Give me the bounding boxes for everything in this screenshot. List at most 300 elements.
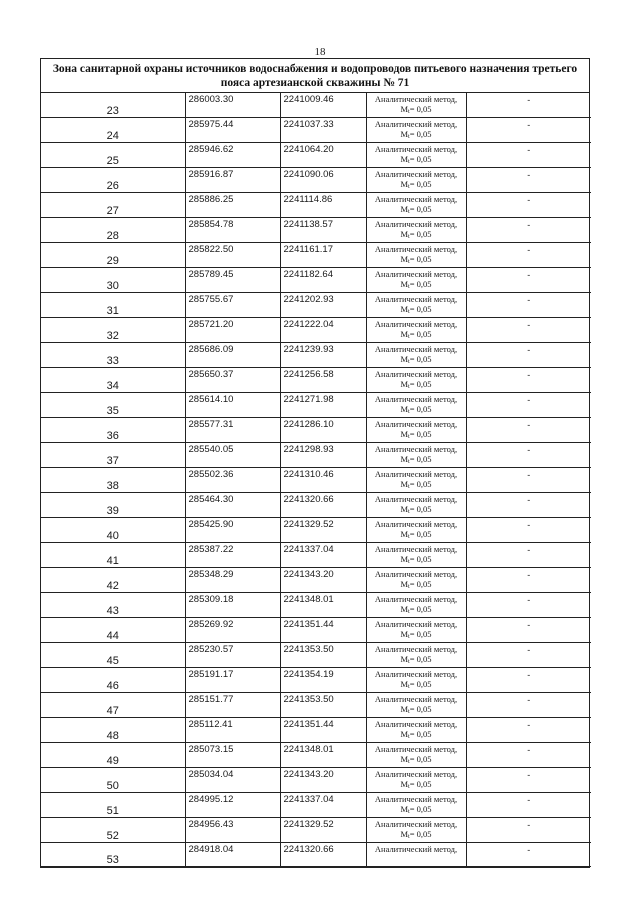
precision-value: = 0,05 xyxy=(409,104,432,114)
precision-value: = 0,05 xyxy=(409,729,432,739)
error-cell: - xyxy=(466,643,591,668)
precision-prefix: M xyxy=(400,354,409,364)
y-coordinate-cell: 2241090.06 xyxy=(280,168,366,193)
table-row xyxy=(41,768,591,793)
x-coordinate-cell: 285309.18 xyxy=(185,593,280,618)
method-cell xyxy=(366,518,466,543)
precision-subscript: t xyxy=(408,534,410,540)
method-label: Аналитический метод, xyxy=(374,819,458,829)
method-label: Аналитический метод, xyxy=(374,744,458,754)
y-coordinate-cell: 2241329.52 xyxy=(280,518,366,543)
y-coordinate-cell: 2241286.10 xyxy=(280,418,366,443)
precision-label xyxy=(367,104,466,117)
y-coordinate-cell: 2241348.01 xyxy=(280,593,366,618)
precision-prefix: M xyxy=(400,704,409,714)
method-label: Аналитический метод, xyxy=(374,569,458,579)
table-row xyxy=(41,243,591,268)
error-cell: - xyxy=(466,143,591,168)
method-cell xyxy=(366,243,466,268)
precision-value: = 0,05 xyxy=(409,654,432,664)
precision-subscript: t xyxy=(408,609,410,615)
precision-label xyxy=(367,804,466,817)
point-number-cell: 24 xyxy=(41,118,185,143)
point-number-cell: 29 xyxy=(41,243,185,268)
precision-subscript: t xyxy=(408,134,410,140)
x-coordinate-cell: 285916.87 xyxy=(185,168,280,193)
error-cell: - xyxy=(466,468,591,493)
precision-prefix: M xyxy=(400,304,409,314)
point-number-cell: 30 xyxy=(41,268,185,293)
error-cell: - xyxy=(466,168,591,193)
precision-subscript: t xyxy=(408,434,410,440)
y-coordinate-cell: 2241161.17 xyxy=(280,243,366,268)
precision-value: = 0,05 xyxy=(409,404,432,414)
method-cell xyxy=(366,118,466,143)
precision-value: = 0,05 xyxy=(409,154,432,164)
table-row xyxy=(41,568,591,593)
method-label: Аналитический метод, xyxy=(374,144,458,154)
x-coordinate-cell: 285191.17 xyxy=(185,668,280,693)
precision-prefix: M xyxy=(400,554,409,564)
method-label: Аналитический метод, xyxy=(374,594,458,604)
error-cell: - xyxy=(466,743,591,768)
method-label: Аналитический метод, xyxy=(374,719,458,729)
precision-label xyxy=(367,554,466,567)
precision-prefix: M xyxy=(400,779,409,789)
table-row xyxy=(41,368,591,393)
precision-subscript: t xyxy=(408,659,410,665)
table-row xyxy=(41,693,591,718)
precision-prefix: M xyxy=(400,229,409,239)
x-coordinate-cell: 285886.25 xyxy=(185,193,280,218)
precision-prefix: M xyxy=(400,129,409,139)
precision-label xyxy=(367,579,466,592)
y-coordinate-cell: 2241310.46 xyxy=(280,468,366,493)
method-label: Аналитический метод, xyxy=(374,644,458,654)
precision-subscript: t xyxy=(408,109,410,115)
precision-subscript: t xyxy=(408,409,410,415)
point-number-cell: 50 xyxy=(41,768,185,793)
precision-subscript: t xyxy=(408,334,410,340)
x-coordinate-cell: 284918.04 xyxy=(185,843,280,867)
error-cell: - xyxy=(466,368,591,393)
precision-label xyxy=(367,254,466,267)
point-number-cell: 47 xyxy=(41,693,185,718)
method-cell xyxy=(366,843,466,867)
precision-prefix: M xyxy=(400,679,409,689)
precision-prefix: M xyxy=(400,629,409,639)
precision-label xyxy=(367,329,466,342)
method-label: Аналитический метод, xyxy=(374,519,458,529)
y-coordinate-cell: 2241354.19 xyxy=(280,668,366,693)
method-label: Аналитический метод, xyxy=(374,119,458,129)
x-coordinate-cell: 285614.10 xyxy=(185,393,280,418)
point-number-cell: 41 xyxy=(41,543,185,568)
y-coordinate-cell: 2241337.04 xyxy=(280,543,366,568)
precision-label xyxy=(367,454,466,467)
error-cell: - xyxy=(466,443,591,468)
precision-value: = 0,05 xyxy=(409,829,432,839)
table-row xyxy=(41,168,591,193)
method-label: Аналитический метод, xyxy=(374,394,458,404)
method-label: Аналитический метод, xyxy=(374,494,458,504)
table-row xyxy=(41,793,591,818)
precision-subscript: t xyxy=(408,809,410,815)
error-cell: - xyxy=(466,418,591,443)
point-number-cell: 28 xyxy=(41,218,185,243)
y-coordinate-cell: 2241343.20 xyxy=(280,768,366,793)
method-label: Аналитический метод, xyxy=(374,444,458,454)
precision-label xyxy=(367,404,466,417)
x-coordinate-cell: 286003.30 xyxy=(185,93,280,118)
precision-prefix: M xyxy=(400,204,409,214)
error-cell: - xyxy=(466,518,591,543)
error-cell: - xyxy=(466,718,591,743)
table-row xyxy=(41,818,591,843)
precision-label xyxy=(367,654,466,667)
method-cell xyxy=(366,818,466,843)
point-number-cell: 45 xyxy=(41,643,185,668)
precision-label xyxy=(367,204,466,217)
precision-subscript: t xyxy=(408,484,410,490)
table-row xyxy=(41,218,591,243)
precision-prefix: M xyxy=(400,404,409,414)
precision-label xyxy=(367,479,466,492)
precision-value: = 0,05 xyxy=(409,354,432,364)
method-cell xyxy=(366,218,466,243)
table-row xyxy=(41,718,591,743)
precision-prefix: M xyxy=(400,754,409,764)
point-number-cell: 39 xyxy=(41,493,185,518)
method-cell xyxy=(366,793,466,818)
precision-subscript: t xyxy=(408,309,410,315)
table-row xyxy=(41,418,591,443)
error-cell: - xyxy=(466,318,591,343)
coordinates-table xyxy=(41,93,591,867)
coordinates-table-body xyxy=(41,93,591,866)
x-coordinate-cell: 285822.50 xyxy=(185,243,280,268)
error-cell: - xyxy=(466,768,591,793)
precision-subscript: t xyxy=(408,459,410,465)
precision-value: = 0,05 xyxy=(409,804,432,814)
y-coordinate-cell: 2241351.44 xyxy=(280,718,366,743)
precision-subscript: t xyxy=(408,234,410,240)
method-cell xyxy=(366,443,466,468)
precision-subscript: t xyxy=(408,559,410,565)
x-coordinate-cell: 284956.43 xyxy=(185,818,280,843)
page-number: 18 xyxy=(314,46,326,58)
point-number-cell: 37 xyxy=(41,443,185,468)
precision-label xyxy=(367,529,466,542)
point-number-cell: 40 xyxy=(41,518,185,543)
point-number-cell: 48 xyxy=(41,718,185,743)
point-number-cell: 49 xyxy=(41,743,185,768)
x-coordinate-cell: 284995.12 xyxy=(185,793,280,818)
y-coordinate-cell: 2241114.86 xyxy=(280,193,366,218)
precision-value: = 0,05 xyxy=(409,479,432,489)
precision-subscript: t xyxy=(408,259,410,265)
precision-value: = 0,05 xyxy=(409,554,432,564)
precision-label xyxy=(367,154,466,167)
precision-label xyxy=(367,379,466,392)
method-cell xyxy=(366,93,466,118)
y-coordinate-cell: 2241037.33 xyxy=(280,118,366,143)
y-coordinate-cell: 2241182.64 xyxy=(280,268,366,293)
table-row xyxy=(41,743,591,768)
precision-subscript: t xyxy=(408,184,410,190)
method-label: Аналитический метод, xyxy=(374,669,458,679)
precision-subscript: t xyxy=(408,159,410,165)
method-label: Аналитический метод, xyxy=(374,794,458,804)
error-cell: - xyxy=(466,393,591,418)
x-coordinate-cell: 285975.44 xyxy=(185,118,280,143)
table-row xyxy=(41,518,591,543)
y-coordinate-cell: 2241348.01 xyxy=(280,743,366,768)
method-label: Аналитический метод, xyxy=(374,544,458,554)
method-cell xyxy=(366,618,466,643)
point-number-cell: 27 xyxy=(41,193,185,218)
table-row xyxy=(41,193,591,218)
x-coordinate-cell: 285502.36 xyxy=(185,468,280,493)
error-cell: - xyxy=(466,118,591,143)
precision-prefix: M xyxy=(400,604,409,614)
precision-value: = 0,05 xyxy=(409,379,432,389)
precision-label xyxy=(367,754,466,767)
table-row xyxy=(41,843,591,867)
table-row xyxy=(41,468,591,493)
coordinates-sheet xyxy=(40,58,590,868)
method-cell xyxy=(366,368,466,393)
precision-value: = 0,05 xyxy=(409,204,432,214)
precision-label xyxy=(367,354,466,367)
error-cell: - xyxy=(466,693,591,718)
method-cell xyxy=(366,693,466,718)
precision-value: = 0,05 xyxy=(409,429,432,439)
method-cell xyxy=(366,193,466,218)
method-label: Аналитический метод, xyxy=(374,219,458,229)
error-cell: - xyxy=(466,193,591,218)
precision-subscript: t xyxy=(408,759,410,765)
x-coordinate-cell: 285946.62 xyxy=(185,143,280,168)
method-cell xyxy=(366,743,466,768)
precision-prefix: M xyxy=(400,579,409,589)
precision-prefix: M xyxy=(400,829,409,839)
precision-prefix: M xyxy=(400,454,409,464)
precision-prefix: M xyxy=(400,254,409,264)
error-cell: - xyxy=(466,818,591,843)
precision-label xyxy=(367,179,466,192)
point-number-cell: 33 xyxy=(41,343,185,368)
precision-prefix: M xyxy=(400,729,409,739)
precision-subscript: t xyxy=(408,684,410,690)
x-coordinate-cell: 285387.22 xyxy=(185,543,280,568)
precision-prefix: M xyxy=(400,654,409,664)
error-cell: - xyxy=(466,618,591,643)
precision-subscript: t xyxy=(408,634,410,640)
precision-value: = 0,05 xyxy=(409,329,432,339)
precision-prefix: M xyxy=(400,279,409,289)
precision-value: = 0,05 xyxy=(409,129,432,139)
error-cell: - xyxy=(466,218,591,243)
x-coordinate-cell: 285650.37 xyxy=(185,368,280,393)
x-coordinate-cell: 285721.20 xyxy=(185,318,280,343)
point-number-cell: 42 xyxy=(41,568,185,593)
precision-prefix: M xyxy=(400,479,409,489)
table-row xyxy=(41,318,591,343)
method-cell xyxy=(366,543,466,568)
method-cell xyxy=(366,468,466,493)
precision-value: = 0,05 xyxy=(409,254,432,264)
precision-prefix: M xyxy=(400,154,409,164)
error-cell: - xyxy=(466,493,591,518)
y-coordinate-cell: 2241298.93 xyxy=(280,443,366,468)
point-number-cell: 51 xyxy=(41,793,185,818)
y-coordinate-cell: 2241329.52 xyxy=(280,818,366,843)
page-title: Зона санитарной охраны источников водоснабжения и водопроводов питьевого назначения третьего пояса артезианской скважины № 71 xyxy=(41,59,589,93)
method-label: Аналитический метод, xyxy=(374,419,458,429)
precision-value: = 0,05 xyxy=(409,754,432,764)
precision-value: = 0,05 xyxy=(409,454,432,464)
error-cell: - xyxy=(466,543,591,568)
y-coordinate-cell: 2241009.46 xyxy=(280,93,366,118)
table-row xyxy=(41,118,591,143)
precision-prefix: M xyxy=(400,529,409,539)
precision-prefix: M xyxy=(400,379,409,389)
precision-subscript: t xyxy=(408,359,410,365)
precision-label xyxy=(367,829,466,842)
y-coordinate-cell: 2241202.93 xyxy=(280,293,366,318)
x-coordinate-cell: 285230.57 xyxy=(185,643,280,668)
x-coordinate-cell: 285789.45 xyxy=(185,268,280,293)
point-number-cell: 25 xyxy=(41,143,185,168)
error-cell: - xyxy=(466,343,591,368)
point-number-cell: 43 xyxy=(41,593,185,618)
precision-label xyxy=(367,629,466,642)
precision-value: = 0,05 xyxy=(409,504,432,514)
x-coordinate-cell: 285854.78 xyxy=(185,218,280,243)
error-cell: - xyxy=(466,843,591,867)
precision-subscript: t xyxy=(408,834,410,840)
y-coordinate-cell: 2241138.57 xyxy=(280,218,366,243)
method-label: Аналитический метод, xyxy=(374,269,458,279)
precision-value: = 0,05 xyxy=(409,179,432,189)
x-coordinate-cell: 285112.41 xyxy=(185,718,280,743)
x-coordinate-cell: 285755.67 xyxy=(185,293,280,318)
method-label: Аналитический метод, xyxy=(374,94,458,104)
precision-subscript: t xyxy=(408,584,410,590)
method-label: Аналитический метод, xyxy=(374,244,458,254)
method-cell xyxy=(366,318,466,343)
x-coordinate-cell: 285686.09 xyxy=(185,343,280,368)
precision-value: = 0,05 xyxy=(409,604,432,614)
x-coordinate-cell: 285577.31 xyxy=(185,418,280,443)
precision-label xyxy=(367,504,466,517)
precision-value: = 0,05 xyxy=(409,629,432,639)
method-label: Аналитический метод, xyxy=(374,344,458,354)
point-number-cell: 52 xyxy=(41,818,185,843)
table-row xyxy=(41,393,591,418)
y-coordinate-cell: 2241320.66 xyxy=(280,843,366,867)
method-label: Аналитический метод, xyxy=(374,619,458,629)
method-label: Аналитический метод, xyxy=(374,369,458,379)
method-cell xyxy=(366,493,466,518)
y-coordinate-cell: 2241351.44 xyxy=(280,618,366,643)
precision-prefix: M xyxy=(400,179,409,189)
precision-label xyxy=(367,279,466,292)
x-coordinate-cell: 285073.15 xyxy=(185,743,280,768)
precision-subscript: t xyxy=(408,784,410,790)
method-cell xyxy=(366,143,466,168)
error-cell: - xyxy=(466,593,591,618)
error-cell: - xyxy=(466,793,591,818)
precision-prefix: M xyxy=(400,429,409,439)
point-number-cell: 36 xyxy=(41,418,185,443)
method-cell xyxy=(366,168,466,193)
point-number-cell: 31 xyxy=(41,293,185,318)
y-coordinate-cell: 2241353.50 xyxy=(280,643,366,668)
point-number-cell: 46 xyxy=(41,668,185,693)
method-cell xyxy=(366,343,466,368)
table-row xyxy=(41,343,591,368)
precision-prefix: M xyxy=(400,104,409,114)
precision-label xyxy=(367,304,466,317)
x-coordinate-cell: 285464.30 xyxy=(185,493,280,518)
table-row xyxy=(41,543,591,568)
y-coordinate-cell: 2241320.66 xyxy=(280,493,366,518)
precision-label xyxy=(367,729,466,742)
point-number-cell: 34 xyxy=(41,368,185,393)
precision-subscript: t xyxy=(408,384,410,390)
table-row xyxy=(41,668,591,693)
method-cell xyxy=(366,418,466,443)
table-row xyxy=(41,493,591,518)
y-coordinate-cell: 2241271.98 xyxy=(280,393,366,418)
y-coordinate-cell: 2241239.93 xyxy=(280,343,366,368)
precision-subscript: t xyxy=(408,509,410,515)
method-cell xyxy=(366,768,466,793)
precision-prefix: M xyxy=(400,329,409,339)
method-cell xyxy=(366,718,466,743)
table-row xyxy=(41,593,591,618)
y-coordinate-cell: 2241337.04 xyxy=(280,793,366,818)
y-coordinate-cell: 2241343.20 xyxy=(280,568,366,593)
point-number-cell: 23 xyxy=(41,93,185,118)
precision-subscript: t xyxy=(408,709,410,715)
method-cell xyxy=(366,593,466,618)
table-row xyxy=(41,268,591,293)
precision-label xyxy=(367,229,466,242)
y-coordinate-cell: 2241256.58 xyxy=(280,368,366,393)
x-coordinate-cell: 285348.29 xyxy=(185,568,280,593)
method-cell xyxy=(366,568,466,593)
point-number-cell: 35 xyxy=(41,393,185,418)
point-number-cell: 32 xyxy=(41,318,185,343)
method-label: Аналитический метод, xyxy=(374,694,458,704)
error-cell: - xyxy=(466,243,591,268)
error-cell: - xyxy=(466,268,591,293)
point-number-cell: 38 xyxy=(41,468,185,493)
method-label: Аналитический метод, xyxy=(374,769,458,779)
method-label: Аналитический метод, xyxy=(374,194,458,204)
error-cell: - xyxy=(466,568,591,593)
point-number-cell: 26 xyxy=(41,168,185,193)
table-row xyxy=(41,143,591,168)
y-coordinate-cell: 2241353.50 xyxy=(280,693,366,718)
precision-subscript: t xyxy=(408,734,410,740)
precision-label xyxy=(367,704,466,717)
y-coordinate-cell: 2241222.04 xyxy=(280,318,366,343)
method-label: Аналитический метод, xyxy=(374,469,458,479)
